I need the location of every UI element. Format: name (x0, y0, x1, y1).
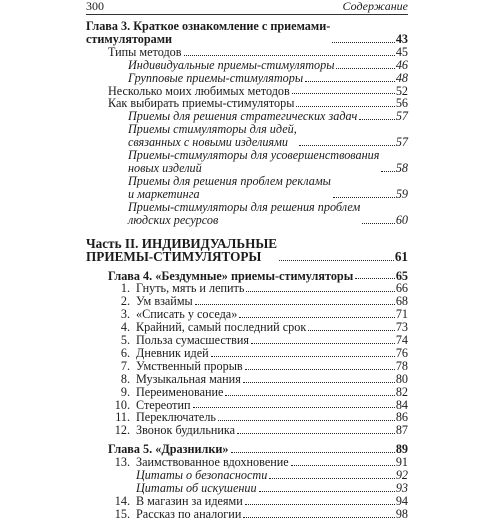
dot-leader (305, 81, 395, 82)
dot-leader (195, 304, 395, 305)
toc-entry-number: 6. (120, 345, 130, 360)
dot-leader (296, 106, 394, 107)
toc-entry (86, 201, 408, 227)
toc-page-number: 86 (395, 410, 408, 425)
toc-page-number: 98 (395, 506, 408, 521)
toc-page-number: 61 (394, 249, 408, 264)
toc-page-number: 80 (395, 371, 408, 386)
toc-entry (86, 347, 408, 360)
toc-entry (86, 373, 408, 386)
dot-leader (259, 491, 395, 492)
toc-entry (86, 508, 408, 521)
dot-leader (359, 119, 395, 120)
toc-page-number: 93 (395, 481, 408, 495)
toc-page-number: 58 (395, 160, 408, 175)
dot-leader (218, 420, 395, 421)
toc-page-number: 68 (395, 294, 408, 309)
toc-entry (86, 295, 408, 308)
toc-entry-title: Звонок будильника (136, 423, 236, 438)
toc-entry (86, 399, 408, 412)
dot-leader (362, 223, 395, 224)
dot-leader (184, 55, 395, 56)
toc-entry-number: 4. (120, 320, 130, 335)
toc-page-number: 45 (395, 44, 408, 59)
toc-page-number: 48 (395, 70, 408, 85)
dot-leader (355, 278, 395, 279)
toc-page-number: 91 (395, 455, 408, 470)
toc-entry-title: Польза сумасшествия (136, 333, 249, 348)
toc-entry-title: Переименование (136, 384, 224, 399)
toc-page-number: 57 (395, 135, 408, 150)
dot-leader (308, 330, 395, 331)
toc-page-number: 43 (395, 31, 408, 46)
toc-entry-number: 10. (114, 397, 130, 412)
toc-chapter-4 (86, 270, 408, 283)
dot-leader (245, 504, 395, 505)
table-of-contents (86, 20, 408, 521)
dot-leader (299, 145, 395, 146)
toc-entry-title: Гнуть, мять и лепить (136, 281, 245, 296)
toc-entry-title: Дневник идей (136, 345, 209, 360)
toc-entry-title: Стереотип (136, 397, 191, 412)
dot-leader (336, 68, 394, 69)
dot-leader (245, 369, 395, 370)
toc-entry-title: Как выбирать приемы-стимуляторы (108, 96, 295, 111)
toc-entry-number: 14. (114, 493, 130, 508)
toc-entry-title: «Списать у соседа» (136, 307, 238, 322)
dot-leader (225, 395, 394, 396)
toc-page-number: 56 (395, 96, 408, 111)
dot-leader (291, 465, 395, 466)
dot-leader (292, 93, 395, 94)
dot-leader (193, 407, 395, 408)
toc-entry (86, 334, 408, 347)
toc-entry-number: 9. (120, 384, 130, 399)
dot-leader (211, 356, 395, 357)
toc-entry-number: 1. (120, 281, 130, 296)
toc-entry-title: Приемы-стимуляторы для усовершенствования новых изделий (128, 148, 380, 175)
toc-entry-number: 11. (115, 410, 130, 425)
toc-entry-title: Крайний, самый последний срок (136, 320, 307, 335)
toc-page-number: 57 (395, 109, 408, 124)
toc-page-number: 65 (395, 268, 408, 283)
dot-leader (332, 42, 395, 43)
dot-leader (333, 197, 395, 198)
toc-entry-title: Групповые приемы-стимуляторы (128, 70, 304, 85)
toc-entry-number: 2. (120, 294, 130, 309)
dot-leader (246, 291, 394, 292)
dot-leader (381, 171, 394, 172)
dot-leader (243, 517, 394, 518)
toc-chapter-title: Глава 4. «Бездумные» приемы-стимуляторы (108, 268, 354, 283)
toc-page-number: 76 (395, 345, 408, 360)
toc-page-number: 59 (395, 186, 408, 201)
toc-page-number: 94 (395, 493, 408, 508)
toc-page-number: 73 (395, 320, 408, 335)
toc-entry-title: Приемы стимуляторы для идей, связанных с новыми изделиями (128, 122, 297, 150)
toc-entry-title: Приемы-стимуляторы для решения проблем людских ресурсов (128, 199, 361, 227)
toc-entry-number: 5. (120, 333, 130, 348)
toc-entry (86, 482, 408, 495)
toc-page-number: 89 (395, 442, 408, 457)
toc-chapter-title: Глава 3. Краткое ознакомление с приемами- стимуляторами (86, 19, 331, 46)
toc-page-number: 92 (395, 468, 408, 483)
toc-entry (86, 149, 408, 175)
toc-entry (86, 424, 408, 437)
toc-entry (86, 386, 408, 399)
toc-entry-title: Ум взаймы (136, 294, 193, 309)
toc-entry-title: Несколько моих любимых методов (108, 83, 290, 98)
toc-entry-number: 12. (114, 423, 130, 438)
toc-entry-title: В магазин за идеями (136, 493, 243, 508)
dot-leader (279, 260, 394, 261)
toc-entry-title: Музыкальная мания (136, 371, 241, 386)
toc-entry-title: Цитаты о безопасности (136, 468, 268, 483)
toc-entry-title: Заимствованное вдохновение (136, 455, 289, 470)
running-title: Содержание (342, 0, 408, 13)
toc-entry-title: Рассказ по аналогии (136, 506, 242, 521)
dot-leader (251, 343, 395, 344)
running-header (86, 0, 408, 15)
toc-page-number: 82 (395, 384, 408, 399)
toc-page-number: 52 (395, 83, 408, 98)
toc-entry-number: 3. (120, 307, 130, 322)
dot-leader (269, 478, 395, 479)
toc-entry (86, 46, 408, 59)
page-number: 300 (86, 0, 104, 13)
toc-part-2 (86, 237, 408, 264)
toc-page-number: 84 (395, 397, 408, 412)
toc-entry (86, 495, 408, 508)
toc-entry-number: 15. (114, 506, 130, 521)
toc-page-number: 74 (395, 333, 408, 348)
toc-entry (86, 72, 408, 85)
toc-chapter-3 (86, 20, 408, 46)
toc-entry-number: 7. (120, 358, 130, 373)
toc-entry (86, 282, 408, 295)
toc-entry (86, 175, 408, 201)
toc-entry-title: Индивидуальные приемы-стимуляторы (128, 57, 335, 72)
toc-entry (86, 59, 408, 72)
toc-page-number: 78 (395, 358, 408, 373)
dot-leader (237, 433, 395, 434)
toc-entry-title: Приемы для решения проблем рекламы и маркетинга (128, 173, 331, 201)
toc-page-number: 87 (395, 423, 408, 438)
toc-entry-title: Приемы для решения стратегических задач (128, 109, 358, 124)
toc-entry (86, 360, 408, 373)
toc-page-number: 71 (395, 307, 408, 322)
toc-page-number: 60 (395, 212, 408, 227)
dot-leader (243, 382, 395, 383)
toc-entry (86, 411, 408, 424)
toc-entry-title: Типы методов (108, 44, 182, 59)
toc-part-title: Часть II. ИНДИВИДУАЛЬНЫЕ ПРИЕМЫ-СТИМУЛЯТОРЫ (86, 235, 278, 264)
toc-entry-title: Цитаты об искушении (136, 481, 257, 495)
toc-entry-title: Умственный прорыв (136, 358, 243, 373)
toc-chapter-title: Глава 5. «Дразнилки» (108, 442, 229, 457)
toc-entry-number: 8. (120, 371, 130, 386)
dot-leader (231, 452, 395, 453)
toc-entry-number: 13. (114, 455, 130, 470)
toc-entry-title: Переключатель (136, 410, 216, 425)
toc-entry (86, 123, 408, 149)
dot-leader (239, 317, 395, 318)
toc-page-number: 46 (395, 57, 408, 72)
toc-page-number: 66 (395, 281, 408, 296)
